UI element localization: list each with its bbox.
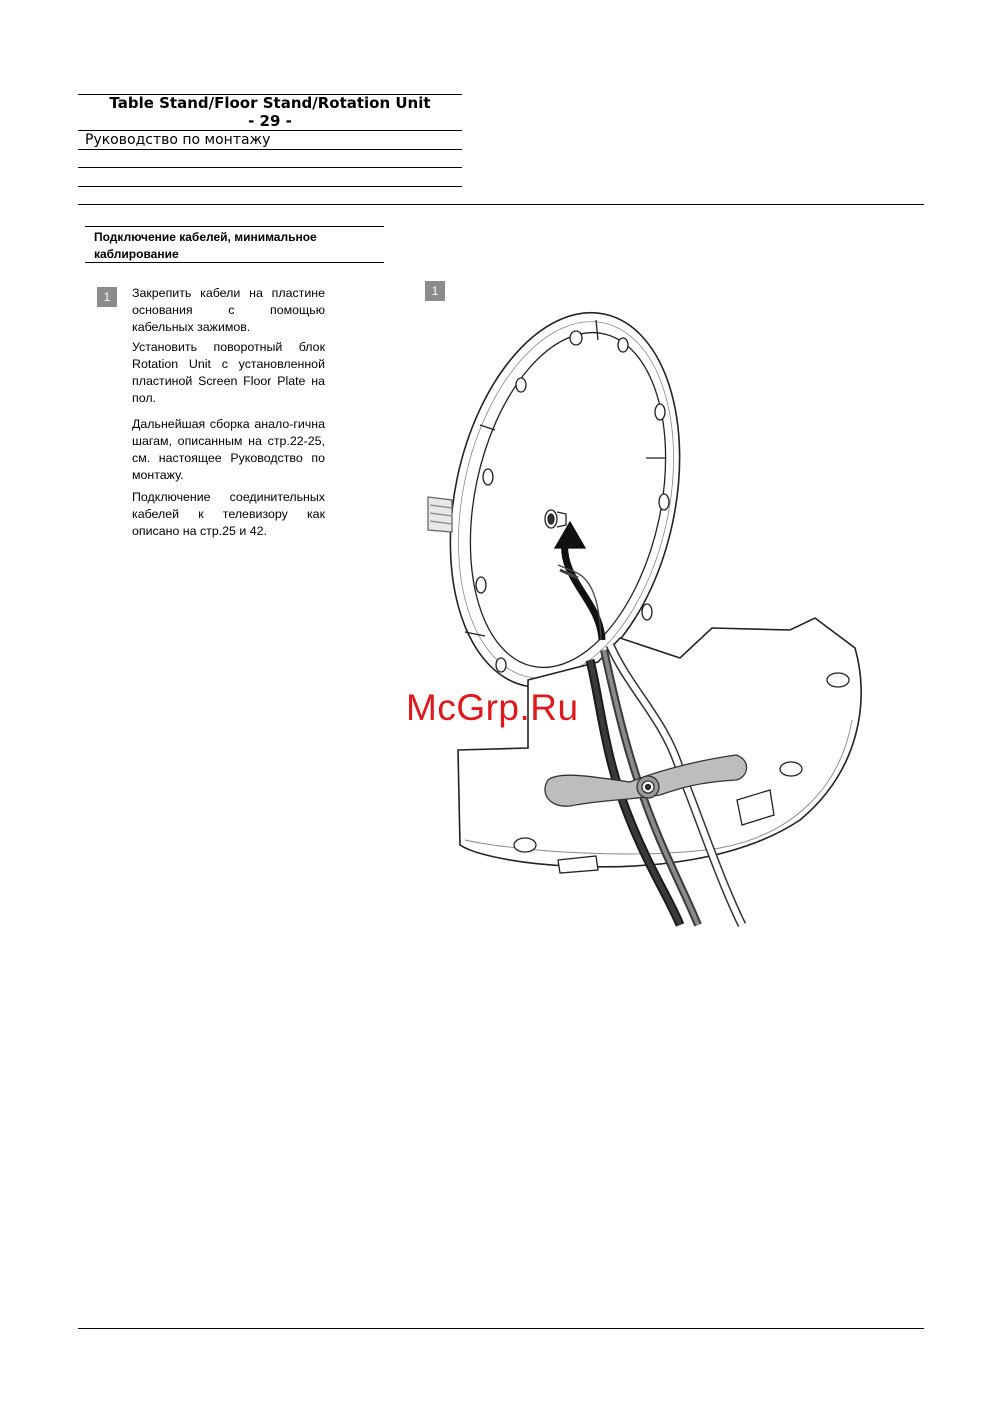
title-text: Table Stand/Floor Stand/Rotation Unit xyxy=(109,94,431,112)
rotation-unit-illustration xyxy=(400,300,870,930)
page-rule-bottom xyxy=(78,1328,924,1329)
step-paragraph-2: Установить поворотный блок Rotation Unit с установленной пластиной Screen Floor Plate на пол. xyxy=(132,340,325,405)
section-rule-top xyxy=(85,226,384,227)
header-rule-3 xyxy=(78,149,462,150)
watermark-text: McGrp.Ru xyxy=(406,687,579,728)
step-paragraph-1: Закрепить кабели на пластине основания с помощью кабельных зажимов. xyxy=(132,286,325,334)
header-rule-4 xyxy=(78,167,462,168)
figure-step-badge: 1 xyxy=(425,281,445,301)
page-number: - 29 - xyxy=(248,112,292,130)
step-number-badge: 1 xyxy=(97,287,117,307)
section-title: Подключение кабелей, минимальное каблирование xyxy=(94,230,317,261)
header-rule-2 xyxy=(78,130,462,131)
document-subtitle: Руководство по монтажу xyxy=(85,132,271,148)
header-rule-5 xyxy=(78,186,462,187)
page-rule-top xyxy=(78,204,924,205)
step-paragraph-4: Подключение соединительных кабелей к телевизору как описано на стр.25 и 42. xyxy=(132,490,325,538)
document-title xyxy=(78,94,462,130)
section-rule-bottom xyxy=(85,262,384,263)
step-paragraph-3: Дальнейшая сборка анало-гична шагам, описанным на стр.22-25, см. настоящее Руководство по монтажу. xyxy=(132,417,325,482)
